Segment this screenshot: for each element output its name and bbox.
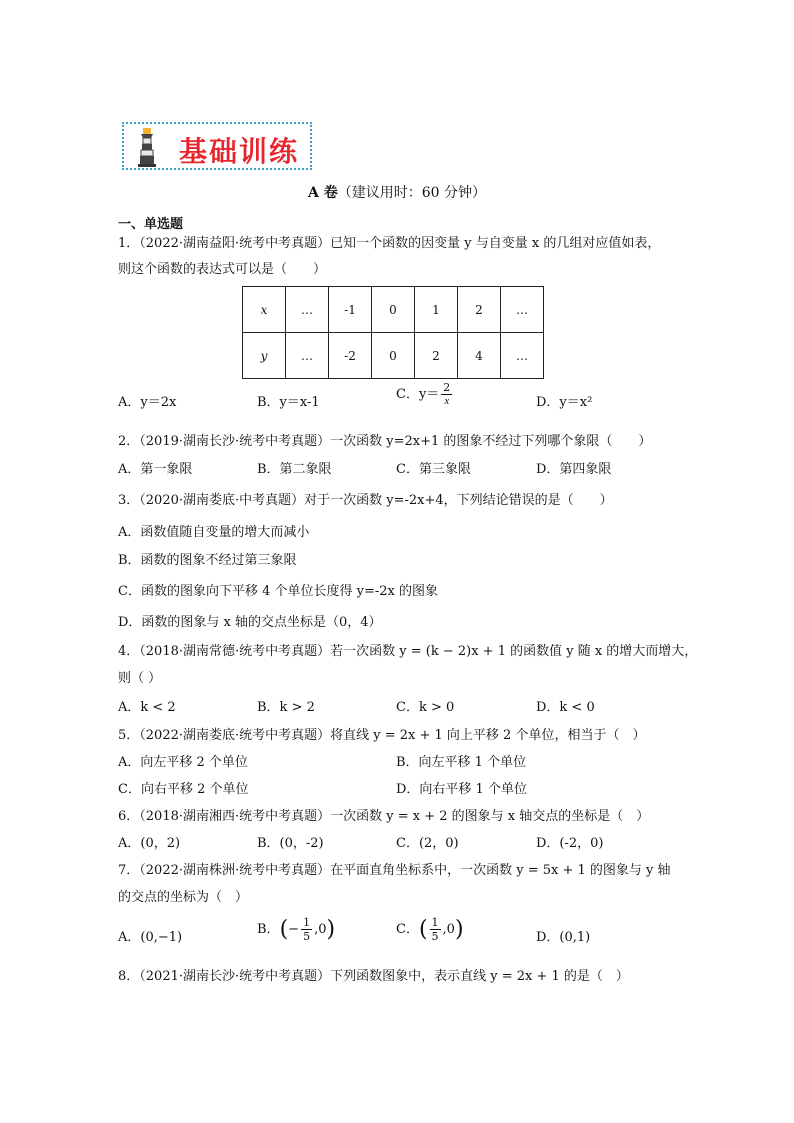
q1-option-c bbox=[396, 381, 454, 408]
q2-option-b: B．第二象限 bbox=[257, 462, 332, 477]
q2-option-d: D．第四象限 bbox=[536, 462, 612, 477]
table-cell: 1 bbox=[415, 287, 458, 333]
fraction bbox=[430, 916, 441, 943]
q6-option-a: A．(0，2) bbox=[118, 836, 181, 851]
table-cell: -1 bbox=[329, 287, 372, 333]
q4-text-line2: 则（ ） bbox=[118, 671, 162, 686]
q1-option-b: B．y＝x-1 bbox=[257, 395, 320, 410]
q7-option-d: D．(0,1) bbox=[536, 930, 591, 945]
q8-text: 8．（2021·湖南长沙·统考中考真题）下列函数图象中，表示直线 y = 2x + 1 的是（ ） bbox=[118, 969, 629, 984]
q1-option-a: A．y＝2x bbox=[118, 395, 177, 410]
q5-option-c: C．向右平移 2 个单位 bbox=[118, 782, 249, 797]
fraction bbox=[301, 916, 312, 943]
q3-text: 3．（2020·湖南娄底·中考真题）对于一次函数 y=-2x+4，下列结论错误的是（ ） bbox=[118, 493, 613, 508]
q3-option-b: B．函数的图象不经过第三象限 bbox=[118, 553, 297, 568]
q4-option-c: C．k > 0 bbox=[396, 700, 455, 715]
table-cell: 2 bbox=[458, 287, 501, 333]
fraction bbox=[441, 381, 452, 408]
subtitle-volume: A 卷 bbox=[307, 185, 338, 201]
q7-option-c-label: C． bbox=[396, 922, 419, 937]
table-cell: -2 bbox=[329, 333, 372, 379]
table-cell: … bbox=[286, 287, 329, 333]
table-cell: 0 bbox=[372, 333, 415, 379]
q1-value-table bbox=[242, 286, 544, 379]
table-cell: … bbox=[501, 333, 544, 379]
table-cell: 4 bbox=[458, 333, 501, 379]
q5-option-d: D．向右平移 1 个单位 bbox=[396, 782, 527, 797]
fraction-denominator: 5 bbox=[431, 930, 439, 943]
q6-option-c: C．(2，0) bbox=[396, 836, 459, 851]
q3-option-a: A．函数值随自变量的增大而减小 bbox=[118, 525, 310, 540]
open-paren: ( bbox=[418, 917, 428, 942]
q5-option-b: B．向左平移 1 个单位 bbox=[396, 755, 527, 770]
coordinate-tail: ,0 bbox=[442, 922, 455, 937]
section-banner bbox=[122, 122, 312, 170]
open-paren: ( bbox=[279, 917, 289, 942]
page-subtitle bbox=[0, 182, 794, 202]
fraction-denominator: x bbox=[444, 395, 450, 407]
q1-text-line1: 1．（2022·湖南益阳·统考中考真题）已知一个函数的因变量 y 与自变量 x 的几组对应值如表， bbox=[118, 236, 661, 251]
section-title: 一、单选题 bbox=[118, 217, 184, 232]
q2-option-c: C．第三象限 bbox=[396, 462, 471, 477]
q6-option-b: B．(0，-2) bbox=[257, 836, 324, 851]
q2-option-a: A．第一象限 bbox=[118, 462, 193, 477]
table-cell: … bbox=[286, 333, 329, 379]
q1-option-d: D．y＝x² bbox=[536, 395, 593, 410]
close-paren: ) bbox=[454, 917, 464, 942]
q7-text-line1: 7．（2022·湖南株洲·统考中考真题）在平面直角坐标系中，一次函数 y = 5x + 1 的图象与 y 轴 bbox=[118, 863, 671, 878]
table-cell: 2 bbox=[415, 333, 458, 379]
q1-text-line2: 则这个函数的表达式可以是（ ） bbox=[118, 262, 327, 277]
fraction-numerator: 1 bbox=[303, 916, 311, 929]
q4-text-line1: 4．（2018·湖南常德·统考中考真题）若一次函数 y = (k − 2)x + 1 的函数值 y 随 x 的增大而增大， bbox=[118, 644, 698, 659]
q5-option-a: A．向左平移 2 个单位 bbox=[118, 755, 248, 770]
lighthouse-icon bbox=[134, 126, 160, 168]
q7-option-b-label: B． bbox=[257, 922, 280, 937]
table-row bbox=[243, 287, 544, 333]
table-cell: 0 bbox=[372, 287, 415, 333]
q2-text: 2．（2019·湖南长沙·统考中考真题）一次函数 y=2x+1 的图象不经过下列哪个象限（ ） bbox=[118, 434, 652, 449]
banner-title: 基础训练 bbox=[179, 135, 300, 168]
table-row bbox=[243, 333, 544, 379]
q7-option-a: A．(0,−1) bbox=[118, 930, 183, 945]
q4-option-b: B．k > 2 bbox=[257, 700, 315, 715]
q5-text: 5．（2022·湖南娄底·统考中考真题）将直线 y = 2x + 1 向上平移 2 个单位，相当于（ ） bbox=[118, 728, 646, 743]
q7-option-b bbox=[257, 916, 335, 943]
q3-option-d: D．函数的图象与 x 轴的交点坐标是（0，4） bbox=[118, 615, 382, 630]
table-cell: … bbox=[501, 287, 544, 333]
q1-option-c-label: C．y＝ bbox=[396, 387, 440, 402]
q6-text: 6．（2018·湖南湘西·统考中考真题）一次函数 y = x + 2 的图象与 x 轴交点的坐标是（ ） bbox=[118, 809, 650, 824]
q4-option-d: D．k < 0 bbox=[536, 700, 595, 715]
coordinate-tail: ,0 bbox=[314, 922, 327, 937]
fraction-numerator: 1 bbox=[431, 916, 439, 929]
q7-option-c bbox=[396, 916, 464, 943]
subtitle-time: （建议用时：60 分钟） bbox=[337, 185, 486, 201]
table-cell: x bbox=[243, 287, 286, 333]
q6-option-d: D．(-2，0) bbox=[536, 836, 604, 851]
minus-sign: − bbox=[288, 922, 300, 937]
q3-option-c: C．函数的图象向下平移 4 个单位长度得 y=-2x 的图象 bbox=[118, 584, 438, 599]
close-paren: ) bbox=[326, 917, 336, 942]
fraction-denominator: 5 bbox=[303, 930, 311, 943]
fraction-numerator: 2 bbox=[443, 381, 451, 394]
q4-option-a: A．k < 2 bbox=[118, 700, 176, 715]
q7-text-line2: 的交点的坐标为（ ） bbox=[118, 890, 249, 905]
table-cell: y bbox=[243, 333, 286, 379]
